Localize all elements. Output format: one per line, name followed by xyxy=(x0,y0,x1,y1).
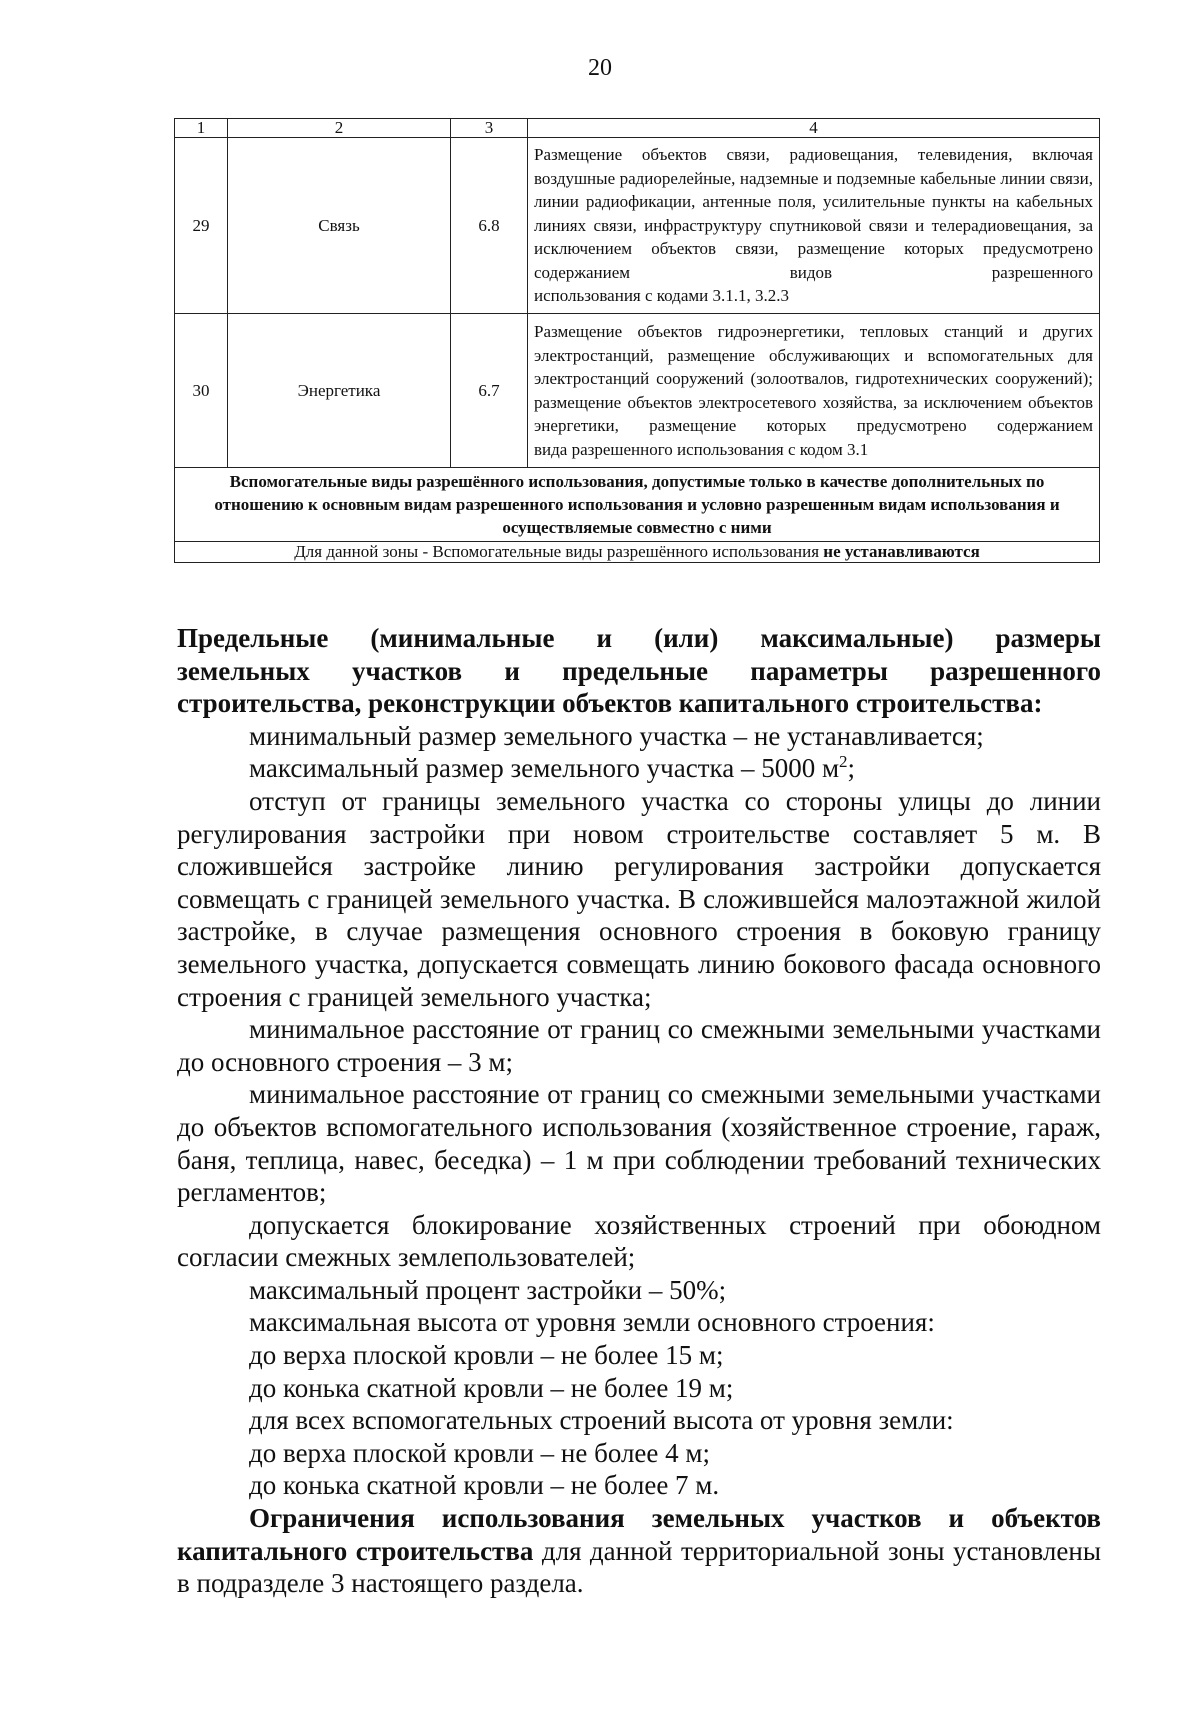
max-size-text: максимальный размер земельного участка – 5000 м xyxy=(249,753,840,784)
paragraph-pitched-roof-main: до конька скатной кровли – не более 19 м; xyxy=(249,1372,734,1403)
aux-header-row xyxy=(175,468,1100,542)
land-use-table xyxy=(174,118,1100,563)
paragraph-aux-height: для всех вспомогательных строений высота от уровня земли: xyxy=(249,1405,954,1436)
paragraph-restrictions xyxy=(177,1502,1101,1600)
row-code: 6.7 xyxy=(451,314,528,468)
row-description-text: Размещение объектов связи, радиовещания, телевидения, включая воздушные радиорелейные, надземные и подземные кабельные линии связи, линии радиофикации, антенные поля, усилительные пункты на кабельных линиях связи, инфраструктуру спутниковой связи и телерадиовещания, за исключением объектов связи, размещение которых предусмотрено содержанием видов разрешенного xyxy=(534,145,1093,282)
table-row xyxy=(175,314,1100,468)
table-row xyxy=(175,138,1100,314)
table-header-cell: 1 xyxy=(175,119,228,138)
paragraph-min-size: минимальный размер земельного участка – не устанавливается; xyxy=(249,720,984,751)
heading-line: Предельные (минимальные и (или) максимальные) размеры xyxy=(177,623,1101,653)
max-size-end: ; xyxy=(847,753,856,784)
paragraph-flat-roof-aux: до верха плоской кровли – не более 4 м; xyxy=(249,1437,710,1468)
row-code: 6.8 xyxy=(451,138,528,314)
aux-uses-note xyxy=(175,542,1100,563)
row-description xyxy=(528,138,1100,314)
paragraph-max-height: максимальная высота от уровня земли основного строения: xyxy=(249,1307,935,1338)
row-number: 30 xyxy=(175,314,228,468)
table-header-cell: 4 xyxy=(528,119,1100,138)
paragraph-min-distance-main: минимальное расстояние от границ со смежными земельными участками до основного строения – 3 м; xyxy=(177,1014,1101,1077)
paragraph-max-percent: максимальный процент застройки – 50%; xyxy=(249,1274,727,1305)
aux-note-bold: не устанавливаются xyxy=(823,542,980,561)
table-header-cell: 3 xyxy=(451,119,528,138)
document-body xyxy=(177,622,1101,1600)
paragraph-pitched-roof-aux: до конька скатной кровли – не более 7 м. xyxy=(249,1470,720,1501)
row-name: Энергетика xyxy=(228,314,451,468)
row-number: 29 xyxy=(175,138,228,314)
aux-uses-header: Вспомогательные виды разрешённого использования, допустимые только в качестве дополнительных по отношению к основным видам разрешенного использования и условно разрешенным видам использования и осуществляемые совместно с ними xyxy=(175,468,1100,542)
row-description xyxy=(528,314,1100,468)
paragraph-blocking: допускается блокирование хозяйственных строений при обоюдном согласии смежных землепользователей; xyxy=(177,1209,1101,1273)
table-header-cell: 2 xyxy=(228,119,451,138)
paragraph-flat-roof-main: до верха плоской кровли – не более 15 м; xyxy=(249,1340,724,1371)
heading-line: земельных участков и предельные параметры разрешенного xyxy=(177,655,1101,686)
paragraph-setback: отступ от границы земельного участка со стороны улицы до линии регулирования застройки при новом строительстве составляет 5 м. В сложившейся застройке линию регулирования застройки допускается совмещать с границей земельного участка. В сложившейся малоэтажной жилой застройке, в случае размещения основного строения в боковую границу земельного участка, допускается совмещать линию бокового фасада основного строения с границей земельного участка; xyxy=(177,785,1101,1012)
heading-line: строительства, реконструкции объектов капитального строительства: xyxy=(177,688,1043,719)
row-description-end: использования с кодами 3.1.1, 3.2.3 xyxy=(534,286,789,306)
row-description-end: вида разрешенного использования с кодом 3.1 xyxy=(534,439,869,459)
paragraph-min-distance-aux: минимальное расстояние от границ со смежными земельными участками до объектов вспомогательного использования (хозяйственное строение, гараж, баня, теплица, навес, беседка) – 1 м при соблюдении требований технических регламентов; xyxy=(177,1079,1101,1208)
aux-note-row xyxy=(175,542,1100,563)
row-name: Связь xyxy=(228,138,451,314)
row-description-text: Размещение объектов гидроэнергетики, тепловых станций и других электростанций, размещение обслуживающих и вспомогательных для электростанций сооружений (золоотвалов, гидротехнических сооружений); размещение объектов электросетевого хозяйства, за исключением объектов энергетики, размещение которых предусмотрено содержанием xyxy=(534,322,1093,435)
restrictions-bold: Ограничения использования земельных участков и объектов капитального строительства xyxy=(177,1503,1101,1566)
table-header-row xyxy=(175,119,1100,138)
paragraph-max-size xyxy=(177,752,1101,785)
section-heading xyxy=(177,622,1101,720)
aux-note-prefix: Для данной зоны - Вспомогательные виды разрешённого использования xyxy=(294,542,824,561)
restrictions-rest: для данной территориальной зоны установлены в подразделе 3 настоящего раздела. xyxy=(177,1535,1101,1599)
max-size-sup: 2 xyxy=(839,752,848,772)
page-number: 20 xyxy=(588,55,612,81)
